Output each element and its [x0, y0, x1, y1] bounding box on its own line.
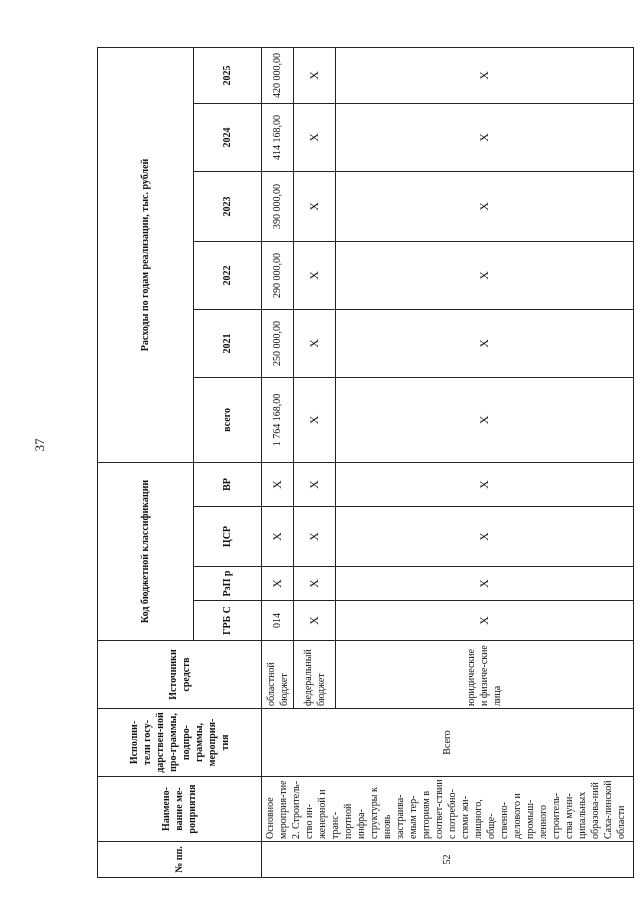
- page-number: 37: [32, 438, 47, 452]
- csr-cell: X: [336, 507, 634, 567]
- y2023-cell: X: [336, 171, 634, 241]
- header-grbs: ГРБ С: [194, 601, 262, 641]
- vr-cell: X: [336, 462, 634, 506]
- row-number: 52: [262, 842, 634, 878]
- header-sources: Источники средств: [98, 641, 262, 709]
- y2024-cell: X: [336, 103, 634, 171]
- y2023-cell: 390 000,00: [262, 171, 294, 241]
- rzpr-cell: X: [294, 567, 336, 601]
- y2022-cell: X: [294, 241, 336, 309]
- header-expenses-group: Расходы по годам реализации, тыс. рублей: [98, 47, 194, 462]
- y2025-cell: 420 000,00: [262, 47, 294, 103]
- y2022-cell: X: [336, 241, 634, 309]
- grbs-cell: X: [294, 601, 336, 641]
- y2021-cell: X: [294, 309, 336, 377]
- y2025-cell: X: [336, 47, 634, 103]
- header-code-group: Код бюджетной классификации: [98, 462, 194, 640]
- total-cell: X: [294, 377, 336, 462]
- header-csr: ЦСР: [194, 507, 262, 567]
- y2022-cell: 290 000,00: [262, 241, 294, 309]
- csr-cell: X: [262, 507, 294, 567]
- measure-name: Основное мероприя-тие 2. Строитель-ство ин-женерной и транс-портной инфра-структуры к вновь застраива-емым тер-риториям в соответ-ствии с потребно-стями жи-лищного, обще-ственно-делового и промыш-ленного строитель-ства муни-ципальных образова-ний Саха-линской области: [262, 777, 634, 842]
- total-cell: X: [336, 377, 634, 462]
- source-cell: областной бюджет: [262, 641, 294, 709]
- rotated-table-container: [97, 48, 633, 878]
- header-2023: 2023: [194, 171, 262, 241]
- header-total: всего: [194, 377, 262, 462]
- header-name: Наимено-вание ме-роприятия: [98, 777, 262, 842]
- header-num: № пп.: [98, 842, 262, 878]
- grbs-cell: 014: [262, 601, 294, 641]
- header-2025: 2025: [194, 47, 262, 103]
- header-rzpr: РзП р: [194, 567, 262, 601]
- source-cell: федеральный бюджет: [294, 641, 336, 709]
- executor-value: Всего: [262, 709, 634, 777]
- header-2022: 2022: [194, 241, 262, 309]
- source-cell: юридические и физиче-ские лица: [336, 641, 634, 709]
- table-row: [262, 47, 294, 877]
- grbs-cell: X: [336, 601, 634, 641]
- rzpr-cell: X: [262, 567, 294, 601]
- budget-table: [97, 47, 634, 878]
- header-executor: Исполни-тели госу-дарствен-ной про-граммы, подпро-граммы, мероприя-тия: [98, 709, 262, 777]
- vr-cell: X: [294, 462, 336, 506]
- y2023-cell: X: [294, 171, 336, 241]
- header-vr: ВР: [194, 462, 262, 506]
- y2021-cell: X: [336, 309, 634, 377]
- header-2024: 2024: [194, 103, 262, 171]
- vr-cell: X: [262, 462, 294, 506]
- total-cell: 1 764 168,00: [262, 377, 294, 462]
- rzpr-cell: X: [336, 567, 634, 601]
- header-2021: 2021: [194, 309, 262, 377]
- y2021-cell: 250 000,00: [262, 309, 294, 377]
- csr-cell: X: [294, 507, 336, 567]
- y2024-cell: 414 168,00: [262, 103, 294, 171]
- y2025-cell: X: [294, 47, 336, 103]
- y2024-cell: X: [294, 103, 336, 171]
